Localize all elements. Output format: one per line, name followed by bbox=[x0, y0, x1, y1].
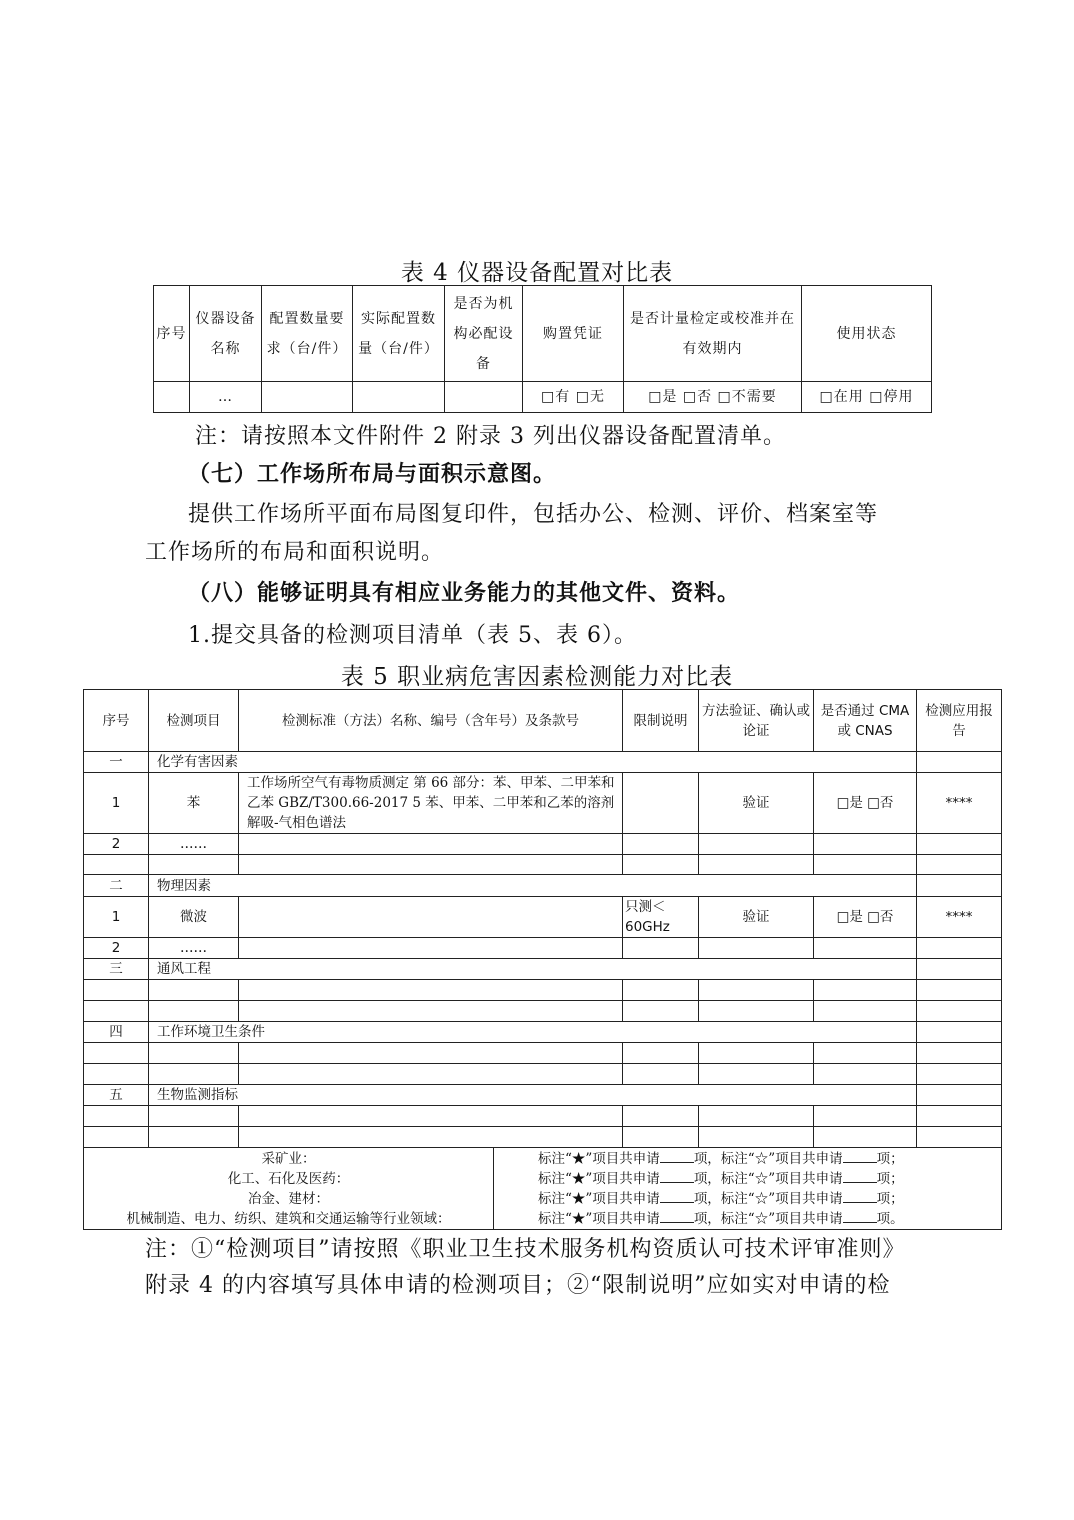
t4-cell bbox=[353, 382, 445, 413]
t4-cell bbox=[262, 382, 353, 413]
t5-group-name: 通风工程 bbox=[149, 959, 917, 980]
item1: 1.提交具备的检测项目清单（表 5、表 6）。 bbox=[188, 623, 637, 648]
t5-row-item: 微波 bbox=[149, 897, 239, 938]
table4-title: 表 4 仪器设备配置对比表 bbox=[400, 260, 674, 286]
t4-cell bbox=[445, 382, 523, 413]
t5-row-standard: 工作场所空气有毒物质测定 第 66 部分：苯、甲苯、二甲苯和乙苯 GBZ/T300.66-2017 5 苯、甲苯、二甲苯和乙苯的溶剂解吸-气相色谱法 bbox=[239, 773, 623, 834]
table5-title: 表 5 职业病危害因素检测能力对比表 bbox=[340, 664, 734, 690]
t5-row-item: 苯 bbox=[149, 773, 239, 834]
t5-group-name: 化学有害因素 bbox=[149, 752, 917, 773]
note1: 注：请按照本文件附件 2 附录 3 列出仪器设备配置清单。 bbox=[195, 424, 786, 449]
para7-line2: 工作场所的布局和面积说明。 bbox=[145, 540, 445, 565]
t4-header-actual-qty: 实际配置数量（台/件） bbox=[353, 286, 445, 382]
t5-row-num: 2 bbox=[84, 938, 149, 959]
t4-header-mandatory: 是否为机构必配设备 bbox=[445, 286, 523, 382]
t5-row-item: …… bbox=[149, 938, 239, 959]
section7-heading: （七）工作场所布局与面积示意图。 bbox=[188, 462, 557, 487]
t5-row-cma: □是 □否 bbox=[814, 897, 917, 938]
t5-footer-count-line: 标注“★”项目共申请 项，标注“☆”项目共申请 项。 bbox=[538, 1210, 904, 1227]
t5-group-num: 四 bbox=[84, 1022, 149, 1043]
t4-cell bbox=[154, 382, 190, 413]
t4-header-purchase: 购置凭证 bbox=[523, 286, 624, 382]
t5-footer-counts bbox=[494, 1148, 1002, 1230]
t5-footer-industry: 机械制造、电力、纺织、建筑和交通运输等行业领域： bbox=[126, 1210, 451, 1227]
t5-row-verify: 验证 bbox=[699, 773, 814, 834]
t5-row-item: …… bbox=[149, 834, 239, 855]
t4-header-name: 仪器设备名称 bbox=[190, 286, 262, 382]
t4-cell-purchase: □有 □无 bbox=[523, 382, 624, 413]
t5-footer-count-line: 标注“★”项目共申请 项，标注“☆”项目共申请 项； bbox=[538, 1150, 904, 1167]
t4-header-calibration: 是否计量检定或校准并在有效期内 bbox=[624, 286, 802, 382]
t5-header-verify: 方法验证、确认或论证 bbox=[699, 690, 814, 752]
table5 bbox=[83, 689, 1002, 1230]
t5-header-limit: 限制说明 bbox=[623, 690, 699, 752]
t5-header-cma: 是否通过 CMA 或 CNAS bbox=[814, 690, 917, 752]
t5-footer-industry: 采矿业： bbox=[261, 1150, 316, 1167]
t5-group-num: 一 bbox=[84, 752, 149, 773]
t4-cell-calibration: □是 □否 □不需要 bbox=[624, 382, 802, 413]
t5-header-seq: 序号 bbox=[84, 690, 149, 752]
t5-header-item: 检测项目 bbox=[149, 690, 239, 752]
t5-group-num: 三 bbox=[84, 959, 149, 980]
t5-row-num: 2 bbox=[84, 834, 149, 855]
t4-cell: … bbox=[190, 382, 262, 413]
table4 bbox=[153, 285, 932, 413]
section8-heading: （八）能够证明具有相应业务能力的其他文件、资料。 bbox=[188, 581, 741, 606]
t5-row-verify: 验证 bbox=[699, 897, 814, 938]
t4-cell-status: □在用 □停用 bbox=[802, 382, 932, 413]
note2-line1: 注：①“检测项目”请按照《职业卫生技术服务机构资质认可技术评审准则》 bbox=[145, 1237, 906, 1262]
t5-footer-count-line: 标注“★”项目共申请 项，标注“☆”项目共申请 项； bbox=[538, 1190, 904, 1207]
t5-footer-industries bbox=[84, 1148, 494, 1230]
t5-row-num: 1 bbox=[84, 773, 149, 834]
t5-group-num: 五 bbox=[84, 1085, 149, 1106]
t5-header-report: 检测应用报告 bbox=[917, 690, 1002, 752]
t5-row-report: **** bbox=[917, 897, 1002, 938]
t5-group-name: 工作环境卫生条件 bbox=[149, 1022, 917, 1043]
t5-row-num: 1 bbox=[84, 897, 149, 938]
note2-line2: 附录 4 的内容填写具体申请的检测项目；②“限制说明”应如实对申请的检 bbox=[145, 1273, 891, 1298]
t5-group-num: 二 bbox=[84, 875, 149, 897]
t5-footer-industry: 冶金、建材： bbox=[248, 1190, 329, 1207]
t5-header-standard: 检测标准（方法）名称、编号（含年号）及条款号 bbox=[239, 690, 623, 752]
t4-header-required-qty: 配置数量要求（台/件） bbox=[262, 286, 353, 382]
t5-row-cma: □是 □否 bbox=[814, 773, 917, 834]
t5-group-name: 生物监测指标 bbox=[149, 1085, 917, 1106]
t5-row-report: **** bbox=[917, 773, 1002, 834]
t5-row-limit: 只测＜60GHz bbox=[623, 897, 699, 938]
t5-footer-count-line: 标注“★”项目共申请 项，标注“☆”项目共申请 项； bbox=[538, 1170, 904, 1187]
t5-footer-industry: 化工、石化及医药： bbox=[227, 1170, 350, 1187]
t4-header-seq: 序号 bbox=[154, 286, 190, 382]
t5-group-name: 物理因素 bbox=[149, 875, 917, 897]
para7-line1: 提供工作场所平面布局图复印件，包括办公、检测、评价、档案室等 bbox=[188, 502, 879, 527]
t4-header-status: 使用状态 bbox=[802, 286, 932, 382]
